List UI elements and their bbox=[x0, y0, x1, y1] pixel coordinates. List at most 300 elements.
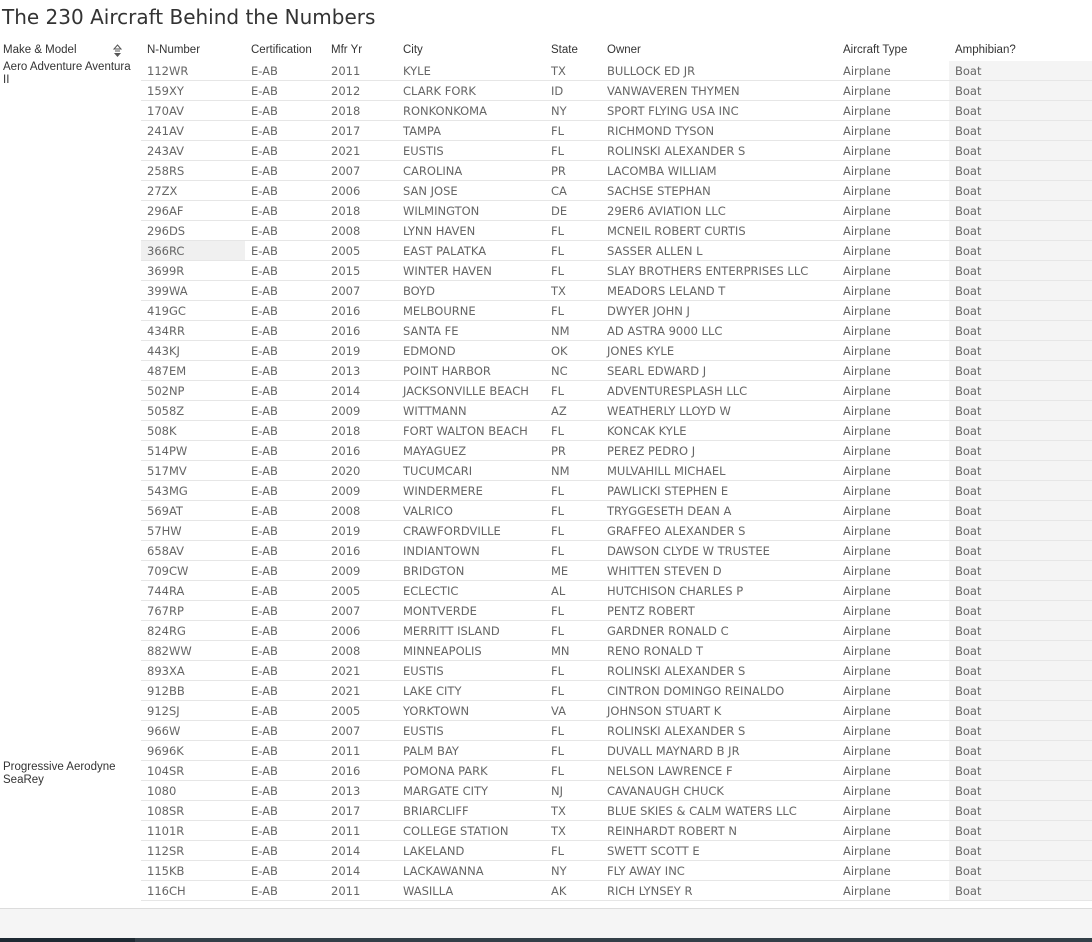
cell-certification[interactable]: E-AB bbox=[251, 464, 278, 478]
cell-owner[interactable]: ROLINSKI ALEXANDER S bbox=[607, 664, 746, 678]
cell-mfr-yr[interactable]: 2016 bbox=[331, 544, 361, 558]
cell-certification[interactable]: E-AB bbox=[251, 864, 278, 878]
cell-state[interactable]: VA bbox=[551, 704, 566, 718]
cell-city[interactable]: BOYD bbox=[403, 284, 435, 298]
cell-state[interactable]: AK bbox=[551, 884, 567, 898]
cell-n-number[interactable]: 508K bbox=[147, 424, 177, 438]
cell-aircraft-type[interactable]: Airplane bbox=[843, 724, 891, 738]
cell-n-number[interactable]: 112SR bbox=[147, 844, 185, 858]
cell-state[interactable]: FL bbox=[551, 124, 565, 138]
cell-n-number[interactable]: 296DS bbox=[147, 224, 186, 238]
cell-owner[interactable]: KONCAK KYLE bbox=[607, 424, 687, 438]
cell-certification[interactable]: E-AB bbox=[251, 144, 278, 158]
cell-state[interactable]: OK bbox=[551, 344, 568, 358]
cell-mfr-yr[interactable]: 2006 bbox=[331, 624, 361, 638]
cell-mfr-yr[interactable]: 2016 bbox=[331, 304, 361, 318]
cell-city[interactable]: TUCUMCARI bbox=[403, 464, 473, 478]
cell-city[interactable]: LAKELAND bbox=[403, 844, 465, 858]
cell-mfr-yr[interactable]: 2011 bbox=[331, 64, 361, 78]
cell-aircraft-type[interactable]: Airplane bbox=[843, 304, 891, 318]
cell-city[interactable]: BRIARCLIFF bbox=[403, 804, 469, 818]
cell-amphibian[interactable]: Boat bbox=[949, 461, 1092, 480]
cell-amphibian[interactable]: Boat bbox=[949, 541, 1092, 560]
table-row[interactable] bbox=[141, 481, 1092, 501]
cell-certification[interactable]: E-AB bbox=[251, 564, 278, 578]
cell-city[interactable]: LACKAWANNA bbox=[403, 864, 484, 878]
cell-city[interactable]: EAST PALATKA bbox=[403, 244, 487, 258]
cell-certification[interactable]: E-AB bbox=[251, 84, 278, 98]
cell-state[interactable]: TX bbox=[551, 804, 566, 818]
cell-certification[interactable]: E-AB bbox=[251, 844, 278, 858]
cell-n-number[interactable]: 170AV bbox=[147, 104, 184, 118]
cell-amphibian[interactable]: Boat bbox=[949, 61, 1092, 80]
cell-n-number[interactable]: 159XY bbox=[147, 84, 184, 98]
table-row[interactable] bbox=[141, 621, 1092, 641]
cell-certification[interactable]: E-AB bbox=[251, 184, 278, 198]
cell-certification[interactable]: E-AB bbox=[251, 824, 278, 838]
cell-owner[interactable]: NELSON LAWRENCE F bbox=[607, 764, 733, 778]
cell-owner[interactable]: PEREZ PEDRO J bbox=[607, 444, 696, 458]
cell-mfr-yr[interactable]: 2015 bbox=[331, 264, 361, 278]
cell-n-number[interactable]: 744RA bbox=[147, 584, 185, 598]
cell-n-number[interactable]: 709CW bbox=[147, 564, 189, 578]
cell-city[interactable]: SAN JOSE bbox=[403, 184, 458, 198]
cell-aircraft-type[interactable]: Airplane bbox=[843, 484, 891, 498]
table-row[interactable] bbox=[141, 541, 1092, 561]
cell-mfr-yr[interactable]: 2005 bbox=[331, 704, 361, 718]
cell-state[interactable]: ME bbox=[551, 564, 569, 578]
cell-certification[interactable]: E-AB bbox=[251, 624, 278, 638]
cell-state[interactable]: CA bbox=[551, 184, 567, 198]
table-row[interactable] bbox=[141, 861, 1092, 881]
cell-certification[interactable]: E-AB bbox=[251, 704, 278, 718]
cell-city[interactable]: EUSTIS bbox=[403, 724, 444, 738]
cell-mfr-yr[interactable]: 2018 bbox=[331, 204, 361, 218]
cell-owner[interactable]: CINTRON DOMINGO REINALDO bbox=[607, 684, 785, 698]
cell-certification[interactable]: E-AB bbox=[251, 684, 278, 698]
cell-city[interactable]: POINT HARBOR bbox=[403, 364, 491, 378]
cell-city[interactable]: MINNEAPOLIS bbox=[403, 644, 482, 658]
cell-aircraft-type[interactable]: Airplane bbox=[843, 284, 891, 298]
table-row[interactable] bbox=[141, 501, 1092, 521]
cell-state[interactable]: FL bbox=[551, 424, 565, 438]
cell-certification[interactable]: E-AB bbox=[251, 344, 278, 358]
cell-n-number[interactable]: 912SJ bbox=[147, 704, 180, 718]
cell-amphibian[interactable]: Boat bbox=[949, 701, 1092, 720]
table-row[interactable] bbox=[141, 321, 1092, 341]
cell-city[interactable]: EUSTIS bbox=[403, 144, 444, 158]
cell-amphibian[interactable]: Boat bbox=[949, 121, 1092, 140]
cell-owner[interactable]: DWYER JOHN J bbox=[607, 304, 690, 318]
cell-aircraft-type[interactable]: Airplane bbox=[843, 404, 891, 418]
cell-city[interactable]: CAROLINA bbox=[403, 164, 463, 178]
cell-amphibian[interactable]: Boat bbox=[949, 681, 1092, 700]
cell-state[interactable]: NC bbox=[551, 364, 568, 378]
make-model-label[interactable]: Aero Adventure Aventura II bbox=[3, 61, 131, 86]
cell-state[interactable]: FL bbox=[551, 664, 565, 678]
cell-aircraft-type[interactable]: Airplane bbox=[843, 864, 891, 878]
cell-state[interactable]: TX bbox=[551, 284, 566, 298]
cell-city[interactable]: FORT WALTON BEACH bbox=[403, 424, 528, 438]
cell-mfr-yr[interactable]: 2016 bbox=[331, 764, 361, 778]
cell-certification[interactable]: E-AB bbox=[251, 64, 278, 78]
cell-state[interactable]: FL bbox=[551, 724, 565, 738]
cell-mfr-yr[interactable]: 2007 bbox=[331, 284, 361, 298]
cell-n-number[interactable]: 767RP bbox=[147, 604, 184, 618]
cell-aircraft-type[interactable]: Airplane bbox=[843, 804, 891, 818]
cell-mfr-yr[interactable]: 2014 bbox=[331, 384, 361, 398]
cell-aircraft-type[interactable]: Airplane bbox=[843, 384, 891, 398]
cell-state[interactable]: FL bbox=[551, 764, 565, 778]
cell-state[interactable]: FL bbox=[551, 684, 565, 698]
cell-amphibian[interactable]: Boat bbox=[949, 361, 1092, 380]
cell-aircraft-type[interactable]: Airplane bbox=[843, 184, 891, 198]
table-row[interactable] bbox=[141, 281, 1092, 301]
cell-amphibian[interactable]: Boat bbox=[949, 241, 1092, 260]
cell-aircraft-type[interactable]: Airplane bbox=[843, 884, 891, 898]
cell-certification[interactable]: E-AB bbox=[251, 384, 278, 398]
cell-owner[interactable]: ROLINSKI ALEXANDER S bbox=[607, 144, 746, 158]
cell-amphibian[interactable]: Boat bbox=[949, 741, 1092, 760]
cell-owner[interactable]: BLUE SKIES & CALM WATERS LLC bbox=[607, 804, 797, 818]
table-row[interactable] bbox=[141, 121, 1092, 141]
cell-mfr-yr[interactable]: 2019 bbox=[331, 524, 361, 538]
cell-mfr-yr[interactable]: 2011 bbox=[331, 744, 361, 758]
cell-mfr-yr[interactable]: 2018 bbox=[331, 424, 361, 438]
cell-certification[interactable]: E-AB bbox=[251, 584, 278, 598]
cell-certification[interactable]: E-AB bbox=[251, 544, 278, 558]
cell-owner[interactable]: SEARL EDWARD J bbox=[607, 364, 707, 378]
cell-certification[interactable]: E-AB bbox=[251, 424, 278, 438]
cell-state[interactable]: FL bbox=[551, 844, 565, 858]
header-owner[interactable]: Owner bbox=[607, 44, 641, 56]
header-aircraft-type[interactable]: Aircraft Type bbox=[843, 44, 908, 56]
cell-mfr-yr[interactable]: 2007 bbox=[331, 604, 361, 618]
cell-city[interactable]: WASILLA bbox=[403, 884, 454, 898]
cell-aircraft-type[interactable]: Airplane bbox=[843, 204, 891, 218]
cell-city[interactable]: JACKSONVILLE BEACH bbox=[403, 384, 529, 398]
cell-state[interactable]: AL bbox=[551, 584, 566, 598]
cell-aircraft-type[interactable]: Airplane bbox=[843, 464, 891, 478]
cell-certification[interactable]: E-AB bbox=[251, 484, 278, 498]
cell-n-number[interactable]: 115KB bbox=[147, 864, 185, 878]
cell-amphibian[interactable]: Boat bbox=[949, 181, 1092, 200]
cell-certification[interactable]: E-AB bbox=[251, 204, 278, 218]
cell-city[interactable]: MONTVERDE bbox=[403, 604, 477, 618]
cell-n-number[interactable]: 5058Z bbox=[147, 404, 185, 418]
table-row[interactable] bbox=[141, 221, 1092, 241]
cell-n-number[interactable]: 104SR bbox=[147, 764, 185, 778]
cell-amphibian[interactable]: Boat bbox=[949, 781, 1092, 800]
cell-amphibian[interactable]: Boat bbox=[949, 261, 1092, 280]
cell-city[interactable]: LAKE CITY bbox=[403, 684, 462, 698]
cell-aircraft-type[interactable]: Airplane bbox=[843, 604, 891, 618]
cell-mfr-yr[interactable]: 2017 bbox=[331, 124, 361, 138]
cell-mfr-yr[interactable]: 2009 bbox=[331, 564, 361, 578]
cell-certification[interactable]: E-AB bbox=[251, 404, 278, 418]
cell-owner[interactable]: RICH LYNSEY R bbox=[607, 884, 693, 898]
cell-aircraft-type[interactable]: Airplane bbox=[843, 344, 891, 358]
cell-city[interactable]: WITTMANN bbox=[403, 404, 467, 418]
cell-aircraft-type[interactable]: Airplane bbox=[843, 664, 891, 678]
cell-owner[interactable]: PENTZ ROBERT bbox=[607, 604, 695, 618]
cell-state[interactable]: FL bbox=[551, 304, 565, 318]
cell-owner[interactable]: PAWLICKI STEPHEN E bbox=[607, 484, 729, 498]
cell-n-number[interactable]: 517MV bbox=[147, 464, 187, 478]
cell-city[interactable]: MARGATE CITY bbox=[403, 784, 489, 798]
cell-city[interactable]: MELBOURNE bbox=[403, 304, 476, 318]
cell-certification[interactable]: E-AB bbox=[251, 124, 278, 138]
cell-certification[interactable]: E-AB bbox=[251, 884, 278, 898]
cell-certification[interactable]: E-AB bbox=[251, 764, 278, 778]
table-row[interactable] bbox=[141, 301, 1092, 321]
cell-owner[interactable]: ADVENTURESPLASH LLC bbox=[607, 384, 748, 398]
cell-certification[interactable]: E-AB bbox=[251, 244, 278, 258]
cell-n-number[interactable]: 882WW bbox=[147, 644, 192, 658]
cell-n-number[interactable]: 487EM bbox=[147, 364, 187, 378]
cell-n-number[interactable]: 443KJ bbox=[147, 344, 180, 358]
header-city[interactable]: City bbox=[403, 44, 423, 56]
table-row[interactable] bbox=[141, 841, 1092, 861]
cell-aircraft-type[interactable]: Airplane bbox=[843, 644, 891, 658]
cell-amphibian[interactable]: Boat bbox=[949, 401, 1092, 420]
cell-state[interactable]: TX bbox=[551, 64, 566, 78]
cell-city[interactable]: ECLECTIC bbox=[403, 584, 459, 598]
cell-mfr-yr[interactable]: 2008 bbox=[331, 224, 361, 238]
cell-amphibian[interactable]: Boat bbox=[949, 641, 1092, 660]
cell-amphibian[interactable]: Boat bbox=[949, 661, 1092, 680]
cell-mfr-yr[interactable]: 2014 bbox=[331, 844, 361, 858]
table-row[interactable] bbox=[141, 721, 1092, 741]
cell-amphibian[interactable]: Boat bbox=[949, 841, 1092, 860]
cell-amphibian[interactable]: Boat bbox=[949, 821, 1092, 840]
cell-owner[interactable]: WEATHERLY LLOYD W bbox=[607, 404, 731, 418]
cell-amphibian[interactable]: Boat bbox=[949, 601, 1092, 620]
cell-certification[interactable]: E-AB bbox=[251, 364, 278, 378]
table-row[interactable] bbox=[141, 561, 1092, 581]
cell-aircraft-type[interactable]: Airplane bbox=[843, 364, 891, 378]
cell-city[interactable]: KYLE bbox=[403, 64, 431, 78]
cell-owner[interactable]: LACOMBA WILLIAM bbox=[607, 164, 717, 178]
cell-certification[interactable]: E-AB bbox=[251, 724, 278, 738]
cell-owner[interactable]: DUVALL MAYNARD B JR bbox=[607, 744, 740, 758]
cell-amphibian[interactable]: Boat bbox=[949, 381, 1092, 400]
cell-owner[interactable]: VANWAVEREN THYMEN bbox=[607, 84, 740, 98]
table-row[interactable] bbox=[141, 821, 1092, 841]
cell-mfr-yr[interactable]: 2008 bbox=[331, 504, 361, 518]
cell-n-number[interactable]: 502NP bbox=[147, 384, 185, 398]
table-row[interactable] bbox=[141, 181, 1092, 201]
cell-certification[interactable]: E-AB bbox=[251, 644, 278, 658]
table-row[interactable] bbox=[141, 441, 1092, 461]
cell-aircraft-type[interactable]: Airplane bbox=[843, 144, 891, 158]
cell-state[interactable]: NJ bbox=[551, 784, 563, 798]
cell-state[interactable]: AZ bbox=[551, 404, 567, 418]
cell-owner[interactable]: SASSER ALLEN L bbox=[607, 244, 703, 258]
cell-mfr-yr[interactable]: 2021 bbox=[331, 684, 361, 698]
table-row[interactable] bbox=[141, 241, 1092, 261]
table-row[interactable] bbox=[141, 421, 1092, 441]
cell-aircraft-type[interactable]: Airplane bbox=[843, 764, 891, 778]
cell-state[interactable]: FL bbox=[551, 624, 565, 638]
cell-city[interactable]: YORKTOWN bbox=[403, 704, 470, 718]
cell-certification[interactable]: E-AB bbox=[251, 324, 278, 338]
table-row[interactable] bbox=[141, 581, 1092, 601]
cell-certification[interactable]: E-AB bbox=[251, 444, 278, 458]
cell-city[interactable]: CLARK FORK bbox=[403, 84, 476, 98]
cell-owner[interactable]: RICHMOND TYSON bbox=[607, 124, 715, 138]
table-row[interactable] bbox=[141, 401, 1092, 421]
cell-mfr-yr[interactable]: 2007 bbox=[331, 164, 361, 178]
cell-state[interactable]: DE bbox=[551, 204, 568, 218]
make-model-label[interactable]: Progressive Aerodyne SeaRey bbox=[3, 761, 116, 786]
cell-state[interactable]: FL bbox=[551, 504, 565, 518]
cell-amphibian[interactable]: Boat bbox=[949, 161, 1092, 180]
table-row[interactable] bbox=[141, 661, 1092, 681]
cell-n-number[interactable]: 57HW bbox=[147, 524, 182, 538]
cell-aircraft-type[interactable]: Airplane bbox=[843, 104, 891, 118]
cell-mfr-yr[interactable]: 2020 bbox=[331, 464, 361, 478]
table-row[interactable] bbox=[141, 641, 1092, 661]
cell-aircraft-type[interactable]: Airplane bbox=[843, 524, 891, 538]
cell-owner[interactable]: DAWSON CLYDE W TRUSTEE bbox=[607, 544, 770, 558]
cell-mfr-yr[interactable]: 2009 bbox=[331, 484, 361, 498]
cell-n-number[interactable]: 543MG bbox=[147, 484, 188, 498]
cell-mfr-yr[interactable]: 2021 bbox=[331, 144, 361, 158]
cell-n-number[interactable]: 9696K bbox=[147, 744, 184, 758]
cell-state[interactable]: TX bbox=[551, 824, 566, 838]
cell-n-number[interactable]: 243AV bbox=[147, 144, 184, 158]
cell-state[interactable]: FL bbox=[551, 604, 565, 618]
cell-certification[interactable]: E-AB bbox=[251, 524, 278, 538]
table-row[interactable] bbox=[141, 381, 1092, 401]
table-row[interactable] bbox=[141, 361, 1092, 381]
cell-n-number[interactable]: 893XA bbox=[147, 664, 185, 678]
cell-amphibian[interactable]: Boat bbox=[949, 801, 1092, 820]
cell-aircraft-type[interactable]: Airplane bbox=[843, 844, 891, 858]
cell-owner[interactable]: GRAFFEO ALEXANDER S bbox=[607, 524, 746, 538]
cell-amphibian[interactable]: Boat bbox=[949, 501, 1092, 520]
cell-n-number[interactable]: 824RG bbox=[147, 624, 186, 638]
cell-owner[interactable]: MULVAHILL MICHAEL bbox=[607, 464, 726, 478]
cell-amphibian[interactable]: Boat bbox=[949, 481, 1092, 500]
cell-aircraft-type[interactable]: Airplane bbox=[843, 564, 891, 578]
table-row[interactable] bbox=[141, 881, 1092, 901]
cell-aircraft-type[interactable]: Airplane bbox=[843, 424, 891, 438]
cell-owner[interactable]: SACHSE STEPHAN bbox=[607, 184, 711, 198]
cell-state[interactable]: NM bbox=[551, 324, 570, 338]
header-amphibian[interactable]: Amphibian? bbox=[955, 44, 1016, 56]
table-row[interactable] bbox=[141, 81, 1092, 101]
cell-city[interactable]: EDMOND bbox=[403, 344, 456, 358]
cell-owner[interactable]: AD ASTRA 9000 LLC bbox=[607, 324, 723, 338]
cell-city[interactable]: VALRICO bbox=[403, 504, 453, 518]
cell-n-number[interactable]: 112WR bbox=[147, 64, 189, 78]
cell-certification[interactable]: E-AB bbox=[251, 104, 278, 118]
cell-city[interactable]: WILMINGTON bbox=[403, 204, 480, 218]
cell-amphibian[interactable]: Boat bbox=[949, 581, 1092, 600]
cell-amphibian[interactable]: Boat bbox=[949, 421, 1092, 440]
cell-state[interactable]: FL bbox=[551, 264, 565, 278]
cell-city[interactable]: WINTER HAVEN bbox=[403, 264, 492, 278]
cell-certification[interactable]: E-AB bbox=[251, 664, 278, 678]
cell-owner[interactable]: SWETT SCOTT E bbox=[607, 844, 700, 858]
cell-amphibian[interactable]: Boat bbox=[949, 881, 1092, 900]
cell-certification[interactable]: E-AB bbox=[251, 784, 278, 798]
cell-amphibian[interactable]: Boat bbox=[949, 761, 1092, 780]
cell-amphibian[interactable]: Boat bbox=[949, 281, 1092, 300]
cell-n-number[interactable]: 296AF bbox=[147, 204, 184, 218]
cell-amphibian[interactable]: Boat bbox=[949, 301, 1092, 320]
header-n-number[interactable]: N-Number bbox=[147, 44, 201, 56]
cell-mfr-yr[interactable]: 2005 bbox=[331, 244, 361, 258]
cell-owner[interactable]: SPORT FLYING USA INC bbox=[607, 104, 739, 118]
cell-owner[interactable]: REINHARDT ROBERT N bbox=[607, 824, 737, 838]
cell-owner[interactable]: WHITTEN STEVEN D bbox=[607, 564, 722, 578]
cell-certification[interactable]: E-AB bbox=[251, 504, 278, 518]
table-row[interactable] bbox=[141, 801, 1092, 821]
cell-aircraft-type[interactable]: Airplane bbox=[843, 64, 891, 78]
cell-n-number[interactable]: 912BB bbox=[147, 684, 185, 698]
cell-owner[interactable]: JOHNSON STUART K bbox=[607, 704, 722, 718]
cell-city[interactable]: BRIDGTON bbox=[403, 564, 465, 578]
cell-mfr-yr[interactable]: 2005 bbox=[331, 584, 361, 598]
cell-aircraft-type[interactable]: Airplane bbox=[843, 124, 891, 138]
cell-aircraft-type[interactable]: Airplane bbox=[843, 704, 891, 718]
table-row[interactable] bbox=[141, 521, 1092, 541]
cell-amphibian[interactable]: Boat bbox=[949, 861, 1092, 880]
cell-aircraft-type[interactable]: Airplane bbox=[843, 584, 891, 598]
sort-icon[interactable] bbox=[113, 44, 122, 58]
cell-city[interactable]: MAYAGUEZ bbox=[403, 444, 467, 458]
header-mfr-yr[interactable]: Mfr Yr bbox=[331, 44, 363, 56]
table-row[interactable] bbox=[141, 101, 1092, 121]
cell-state[interactable]: FL bbox=[551, 544, 565, 558]
cell-city[interactable]: INDIANTOWN bbox=[403, 544, 480, 558]
cell-amphibian[interactable]: Boat bbox=[949, 621, 1092, 640]
cell-aircraft-type[interactable]: Airplane bbox=[843, 244, 891, 258]
cell-mfr-yr[interactable]: 2019 bbox=[331, 344, 361, 358]
table-row[interactable] bbox=[141, 161, 1092, 181]
cell-amphibian[interactable]: Boat bbox=[949, 341, 1092, 360]
cell-state[interactable]: FL bbox=[551, 384, 565, 398]
cell-state[interactable]: MN bbox=[551, 644, 570, 658]
cell-aircraft-type[interactable]: Airplane bbox=[843, 624, 891, 638]
cell-mfr-yr[interactable]: 2011 bbox=[331, 884, 361, 898]
cell-mfr-yr[interactable]: 2021 bbox=[331, 664, 361, 678]
cell-aircraft-type[interactable]: Airplane bbox=[843, 824, 891, 838]
cell-certification[interactable]: E-AB bbox=[251, 804, 278, 818]
cell-city[interactable]: MERRITT ISLAND bbox=[403, 624, 500, 638]
cell-aircraft-type[interactable]: Airplane bbox=[843, 504, 891, 518]
cell-owner[interactable]: TRYGGESETH DEAN A bbox=[607, 504, 732, 518]
cell-state[interactable]: FL bbox=[551, 484, 565, 498]
cell-n-number[interactable]: 258RS bbox=[147, 164, 185, 178]
cell-n-number[interactable]: 658AV bbox=[147, 544, 184, 558]
table-row[interactable] bbox=[141, 741, 1092, 761]
cell-owner[interactable]: ROLINSKI ALEXANDER S bbox=[607, 724, 746, 738]
cell-n-number[interactable]: 108SR bbox=[147, 804, 185, 818]
cell-amphibian[interactable]: Boat bbox=[949, 441, 1092, 460]
cell-n-number[interactable]: 399WA bbox=[147, 284, 188, 298]
cell-aircraft-type[interactable]: Airplane bbox=[843, 324, 891, 338]
cell-aircraft-type[interactable]: Airplane bbox=[843, 224, 891, 238]
cell-mfr-yr[interactable]: 2016 bbox=[331, 324, 361, 338]
cell-aircraft-type[interactable]: Airplane bbox=[843, 684, 891, 698]
cell-n-number[interactable]: 241AV bbox=[147, 124, 184, 138]
cell-state[interactable]: NM bbox=[551, 464, 570, 478]
cell-state[interactable]: PR bbox=[551, 444, 566, 458]
